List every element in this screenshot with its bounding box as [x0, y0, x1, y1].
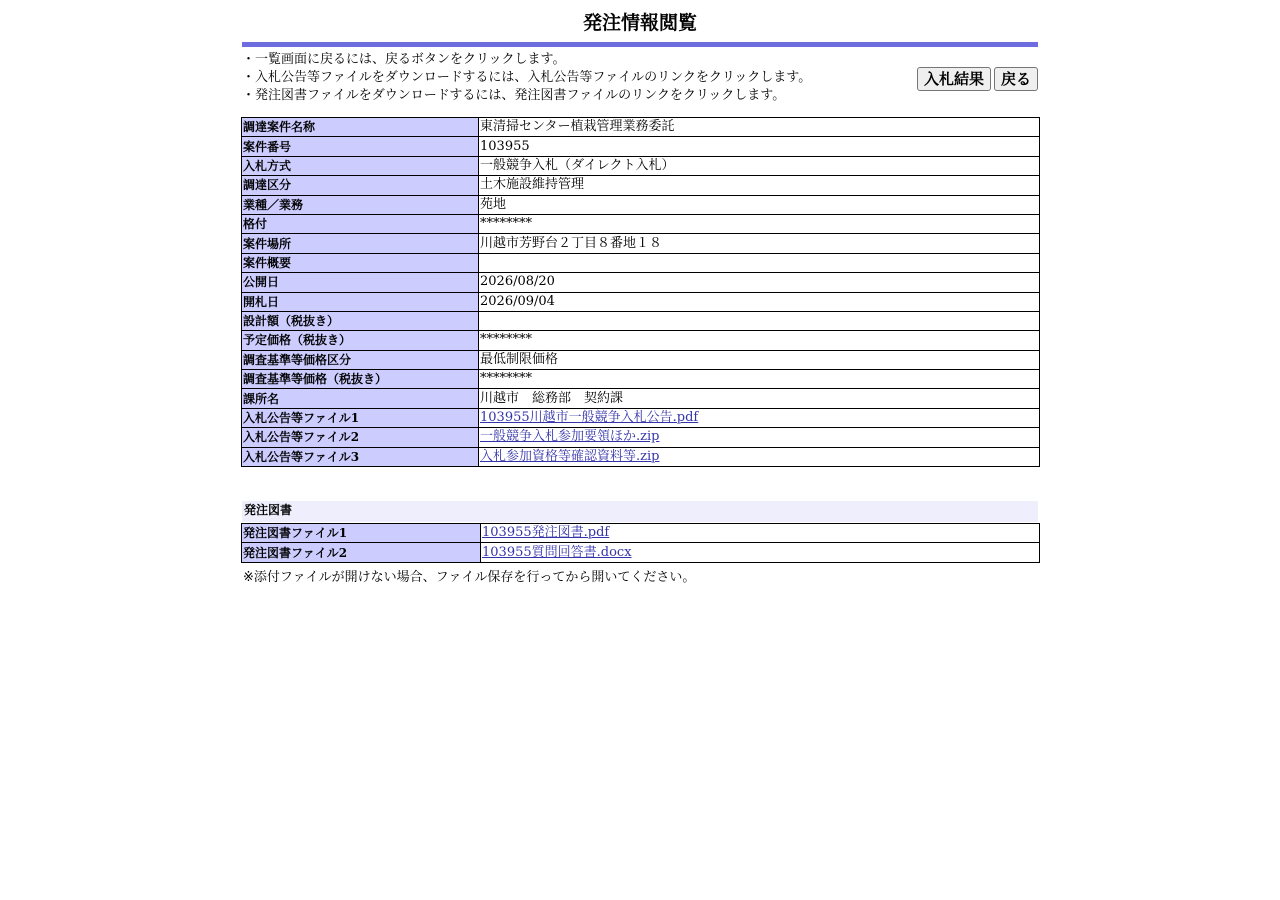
table-row [242, 428, 1040, 447]
table-row [242, 137, 1040, 156]
table-row [242, 234, 1040, 253]
instruction-line: ・入札公告等ファイルをダウンロードするには、入札公告等ファイルのリンクをクリックします。 [242, 70, 812, 85]
back-button[interactable]: 戻る [994, 67, 1038, 91]
section-heading-drawings: 発注図書 [242, 501, 1038, 522]
row-value: ******** [479, 331, 1040, 350]
instruction-line: ・一覧画面に戻るには、戻るボタンをクリックします。 [242, 52, 566, 67]
row-label: 公開日 [242, 273, 479, 292]
row-value: 苑地 [479, 195, 1040, 214]
table-row [242, 292, 1040, 311]
row-value: 一般競争入札（ダイレクト入札） [479, 156, 1040, 175]
row-label: 入札公告等ファイル2 [242, 428, 479, 447]
bid-notice-file-link[interactable]: 一般競争入札参加要領ほか.zip [480, 429, 660, 445]
row-value: 川越市芳野台２丁目８番地１８ [479, 234, 1040, 253]
row-label: 予定価格（税抜き） [242, 331, 479, 350]
row-value [479, 253, 1040, 272]
row-value: 土木施設維持管理 [479, 176, 1040, 195]
table-row [242, 311, 1040, 330]
table-row [242, 524, 1040, 543]
table-row [242, 331, 1040, 350]
row-label: 調達案件名称 [242, 118, 479, 137]
table-row [242, 253, 1040, 272]
row-value-link-cell [479, 408, 1040, 427]
table-row [242, 273, 1040, 292]
attachment-note: ※添付ファイルが開けない場合、ファイル保存を行ってから開いてください。 [243, 569, 696, 585]
table-row [242, 447, 1040, 466]
bid-result-button[interactable]: 入札結果 [917, 67, 991, 91]
row-value: 2026/08/20 [479, 273, 1040, 292]
row-value: ******** [479, 214, 1040, 233]
info-row [242, 47, 1039, 117]
row-label: 課所名 [242, 389, 479, 408]
table-row [242, 156, 1040, 175]
table-row [242, 176, 1040, 195]
row-value: 103955 [479, 137, 1040, 156]
table-row [242, 408, 1040, 427]
drawings-table [241, 523, 1040, 563]
row-label: 格付 [242, 214, 479, 233]
row-value-link-cell [479, 428, 1040, 447]
row-value-link-cell [481, 524, 1040, 543]
row-label: 入札公告等ファイル3 [242, 447, 479, 466]
row-value: 川越市 総務部 契約課 [479, 389, 1040, 408]
row-label: 入札公告等ファイル1 [242, 408, 479, 427]
row-value: 2026/09/04 [479, 292, 1040, 311]
page-title: 発注情報閲覧 [582, 12, 697, 34]
row-label: 調査基準等価格区分 [242, 350, 479, 369]
page-container [241, 0, 1039, 585]
bid-notice-file-link[interactable]: 入札参加資格等確認資料等.zip [480, 448, 660, 464]
row-label: 案件概要 [242, 253, 479, 272]
details-table [241, 117, 1040, 467]
instruction-line: ・発注図書ファイルをダウンロードするには、発注図書ファイルのリンクをクリックします。 [242, 88, 786, 103]
instructions [242, 51, 811, 105]
table-row [242, 195, 1040, 214]
row-label: 発注図書ファイル1 [242, 524, 481, 543]
table-row [242, 350, 1040, 369]
table-row [242, 214, 1040, 233]
row-label: 調査基準等価格（税抜き） [242, 370, 479, 389]
row-value: 最低制限価格 [479, 350, 1040, 369]
row-label: 案件番号 [242, 137, 479, 156]
row-label: 業種／業務 [242, 195, 479, 214]
row-label: 開札日 [242, 292, 479, 311]
row-value-link-cell [481, 543, 1040, 562]
row-label: 案件場所 [242, 234, 479, 253]
row-value-link-cell [479, 447, 1040, 466]
row-label: 発注図書ファイル2 [242, 543, 481, 562]
row-value: 東清掃センター植栽管理業務委託 [479, 118, 1040, 137]
table-row [242, 370, 1040, 389]
table-row [242, 389, 1040, 408]
table-row [242, 543, 1040, 562]
drawing-file-link[interactable]: 103955質問回答書.docx [482, 544, 632, 560]
row-label: 調達区分 [242, 176, 479, 195]
row-label: 入札方式 [242, 156, 479, 175]
row-value: ******** [479, 370, 1040, 389]
button-group [917, 67, 1038, 91]
row-label: 設計額（税抜き） [242, 311, 479, 330]
bid-notice-file-link[interactable]: 103955川越市一般競争入札公告.pdf [480, 410, 699, 426]
table-row [242, 118, 1040, 137]
drawing-file-link[interactable]: 103955発注図書.pdf [482, 525, 610, 541]
row-value [479, 311, 1040, 330]
